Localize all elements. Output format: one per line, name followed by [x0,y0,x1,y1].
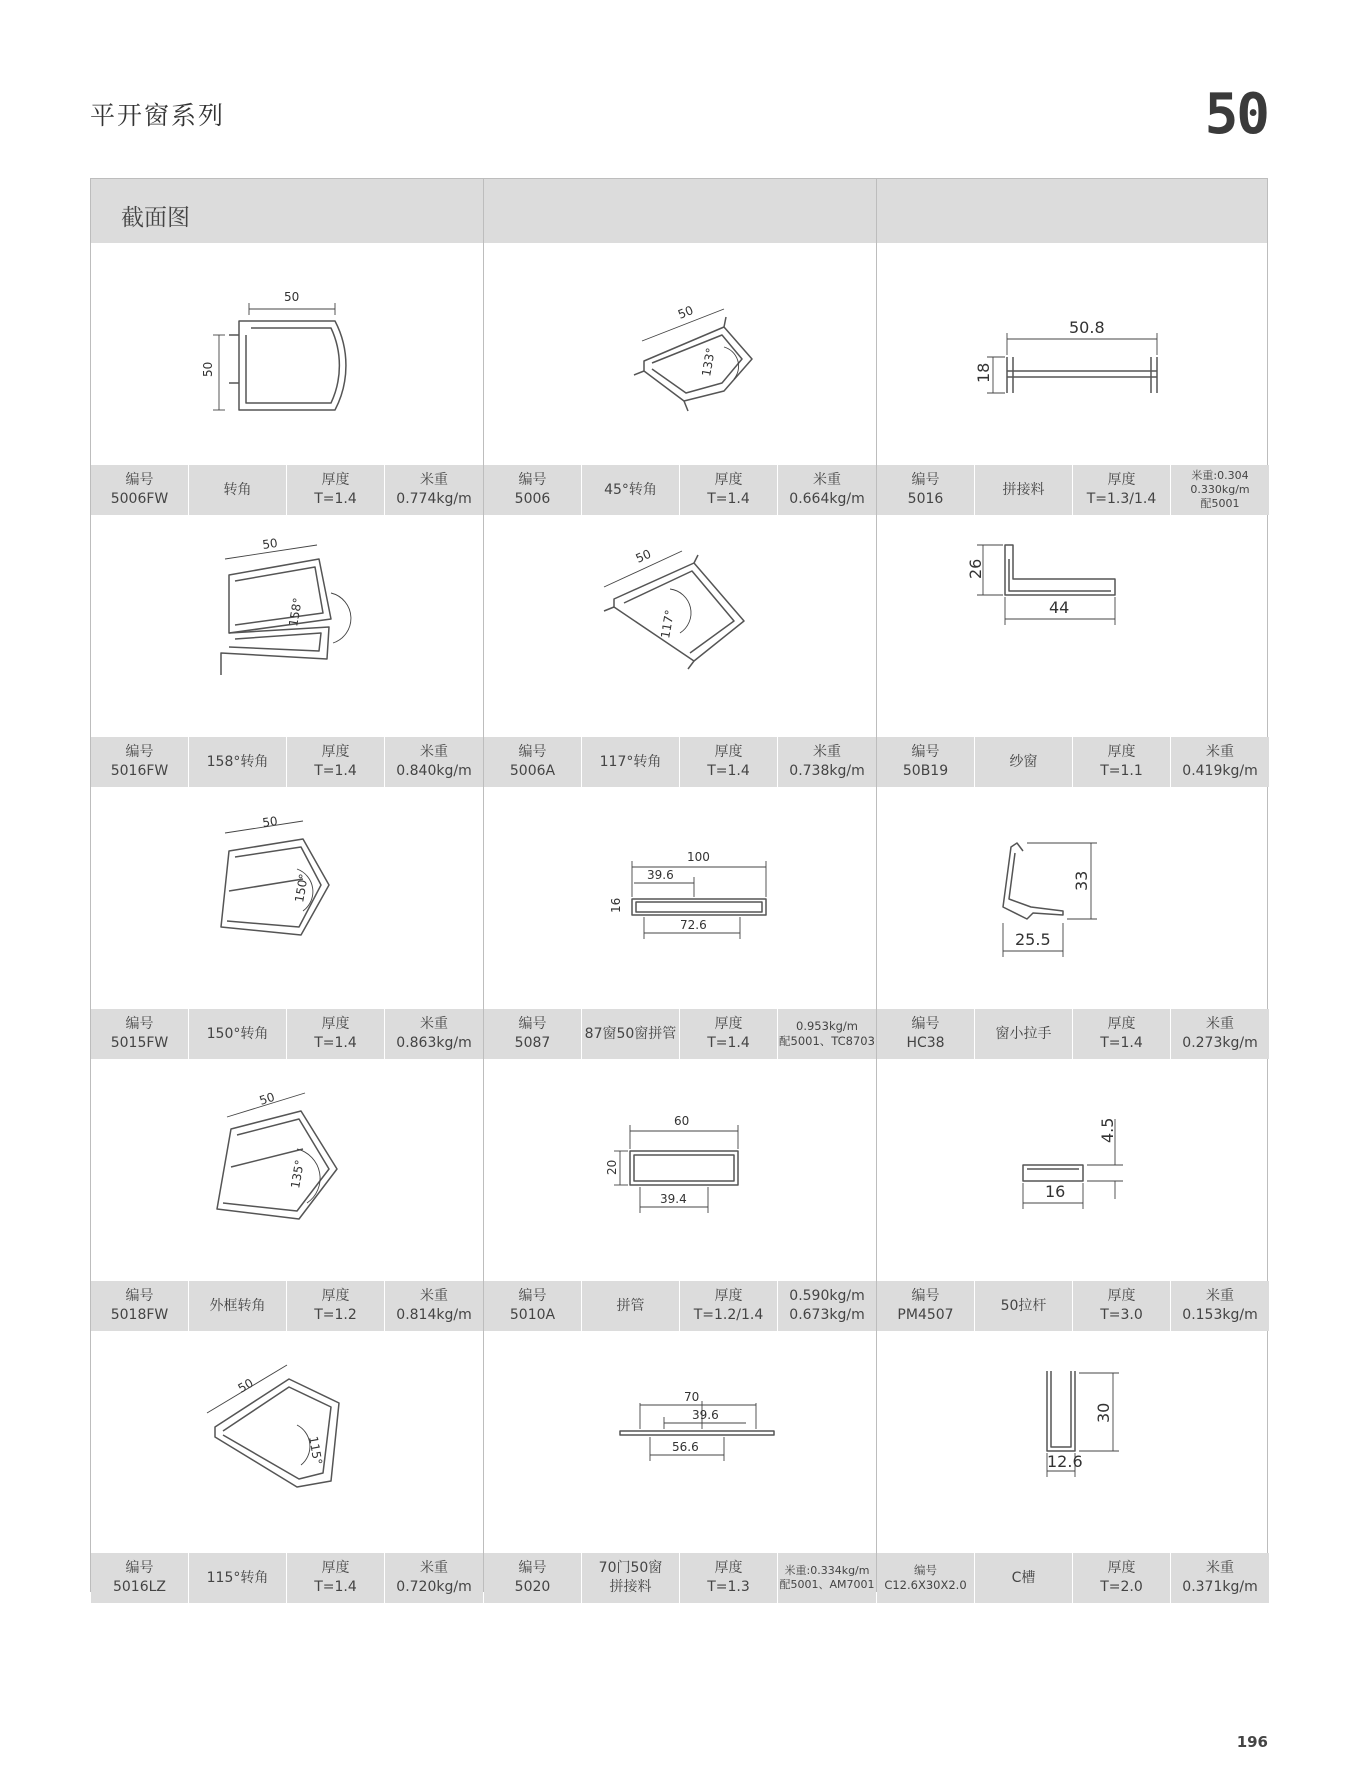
svg-text:72.6: 72.6 [680,918,707,932]
svg-text:30: 30 [1094,1402,1113,1423]
spec-row: 编号 50B19 纱窗 厚度 T=1.1 米重 0.419kg/m [877,737,1269,787]
section-drawing [877,243,1269,465]
svg-text:50: 50 [284,290,300,304]
spec-row: 编号 5020 70门50窗 拼接料 厚度 T=1.3 米重:0.334kg/m 配5001、AM7001 [484,1553,876,1603]
svg-text:20: 20 [605,1159,619,1175]
section-drawing [484,787,876,1009]
page-number: 196 [1236,1733,1268,1751]
spec-row: 编号 5010A 拼管 厚度 T=1.2/1.4 0.590kg/m 0.673kg/m [484,1281,876,1331]
spec-row: 编号 HC38 窗小拉手 厚度 T=1.4 米重 0.273kg/m [877,1009,1269,1059]
svg-text:50: 50 [261,535,279,552]
spec-row: 编号 PM4507 50拉杆 厚度 T=3.0 米重 0.153kg/m [877,1281,1269,1331]
section-drawing [91,243,483,465]
svg-text:25.5: 25.5 [1015,930,1051,949]
svg-text:50.8: 50.8 [1069,318,1105,337]
spec-row: 编号 C12.6X30X2.0 C槽 厚度 T=2.0 米重 0.371kg/m [877,1553,1269,1603]
svg-text:135°: 135° [288,1158,307,1190]
section-drawing [484,1331,876,1553]
spec-row: 编号 5016FW 158°转角 厚度 T=1.4 米重 0.840kg/m [91,737,483,787]
svg-text:18: 18 [974,362,993,383]
spec-row: 编号 5006A 117°转角 厚度 T=1.4 米重 0.738kg/m [484,737,876,787]
svg-text:16: 16 [1045,1182,1066,1201]
svg-text:100: 100 [687,850,710,864]
spec-row: 编号 5016LZ 115°转角 厚度 T=1.4 米重 0.720kg/m [91,1553,483,1603]
svg-text:50: 50 [633,546,654,566]
profile-table [90,178,1268,1595]
svg-text:70: 70 [684,1390,700,1404]
spec-row: 编号 5016 拼接料 厚度 T=1.3/1.4 米重:0.304 0.330kg/m 配5001 [877,465,1269,515]
svg-text:158°: 158° [286,596,305,628]
svg-text:39.6: 39.6 [692,1408,719,1422]
svg-text:133°: 133° [699,346,718,378]
svg-text:33: 33 [1072,870,1091,891]
svg-text:44: 44 [1049,598,1070,617]
svg-text:39.6: 39.6 [647,868,674,882]
section-drawing [877,1059,1269,1281]
svg-text:50: 50 [675,303,696,322]
svg-text:60: 60 [674,1114,690,1128]
section-drawing [484,1059,876,1281]
section-drawing [877,515,1269,737]
svg-text:50: 50 [201,361,215,377]
svg-text:117°: 117° [658,608,677,640]
spec-row: 编号 5018FW 外框转角 厚度 T=1.2 米重 0.814kg/m [91,1281,483,1331]
svg-text:39.4: 39.4 [660,1192,687,1206]
spec-row: 编号 5006FW 转角 厚度 T=1.4 米重 0.774kg/m [91,465,483,515]
svg-text:150°: 150° [292,872,311,904]
series-title: 平开窗系列 [90,101,226,130]
section-drawing [91,1059,483,1281]
series-number: 50 [1204,82,1268,147]
spec-row: 编号 5006 45°转角 厚度 T=1.4 米重 0.664kg/m [484,465,876,515]
svg-text:115°: 115° [306,1435,325,1466]
svg-text:50: 50 [257,1089,277,1108]
table-header-label: 截面图 [121,205,190,231]
spec-row: 编号 5015FW 150°转角 厚度 T=1.4 米重 0.863kg/m [91,1009,483,1059]
svg-text:16: 16 [609,897,623,913]
svg-text:50: 50 [261,813,279,830]
svg-text:56.6: 56.6 [672,1440,699,1454]
section-drawing [91,787,483,1009]
svg-text:26: 26 [966,558,985,579]
section-drawing [484,243,876,465]
section-drawing [877,787,1269,1009]
spec-row: 编号 5087 87窗50窗拼管 厚度 T=1.4 0.953kg/m 配5001、TC8703 [484,1009,876,1059]
section-drawing [91,1331,483,1553]
section-drawing [91,515,483,737]
svg-text:50: 50 [235,1375,256,1396]
section-drawing [877,1331,1269,1553]
svg-text:4.5: 4.5 [1098,1117,1117,1143]
section-drawing [484,515,876,737]
svg-text:12.6: 12.6 [1047,1452,1083,1471]
table-header [91,179,1267,243]
